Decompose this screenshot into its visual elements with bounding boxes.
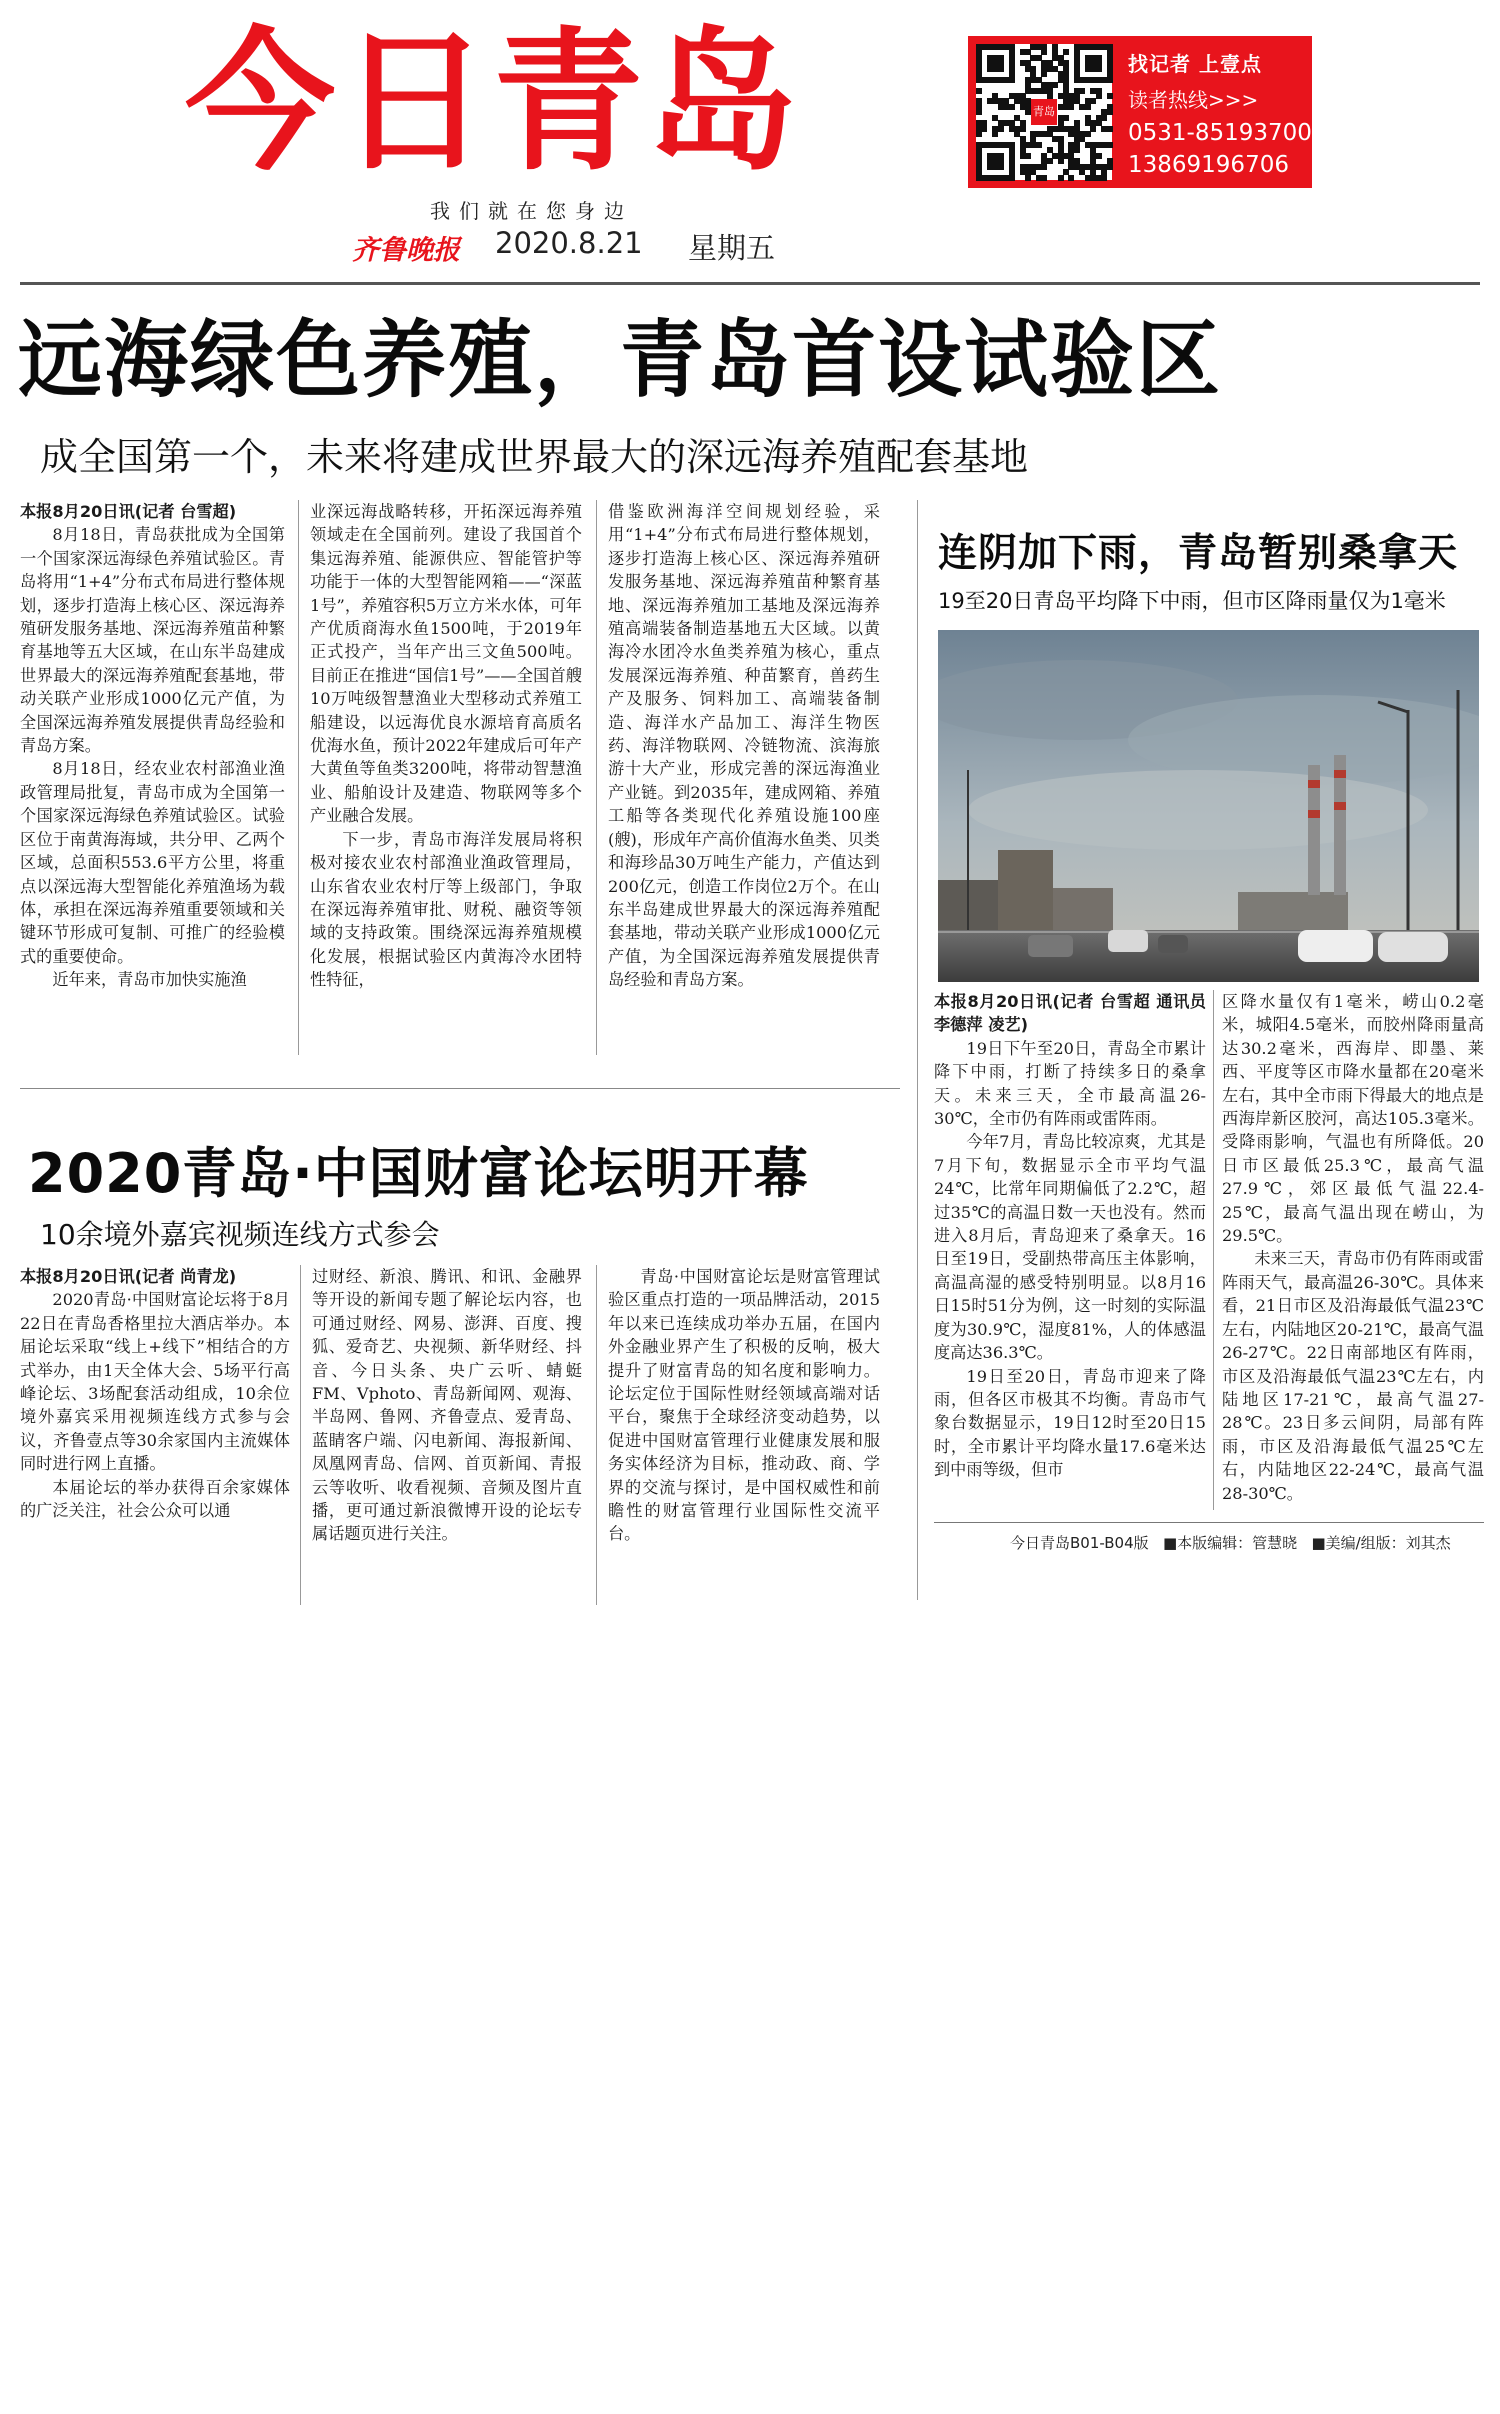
contact-line2: 读者热线>>>	[1128, 88, 1259, 112]
lead-paragraph: 下一步，青岛市海洋发展局将积极对接农业农村部渔业渔政管理局，山东省农业农村厅等上级部门，争取在深远海养殖审批、财税、融资等领域的支持政策。围绕深远海养殖规模化发展，根据试验区内黄海冷水团特性特征，	[310, 829, 582, 990]
footer-editor: ■本版编辑：管慧晓	[1162, 1534, 1298, 1552]
weather-photo	[938, 630, 1479, 982]
weather-column-2	[1222, 990, 1484, 1505]
forum-column-3	[608, 1265, 880, 1546]
lead-column-2	[310, 500, 582, 992]
weather-paragraph: 区降水量仅有1毫米，崂山0.2毫米，城阳4.5毫米，而胶州降雨量高达30.2毫米，西海岸、即墨、莱西、平度等区市降水量都在20毫米左右，其中全市雨下得最大的地点是西海岸新区胶河，高达105.3毫米。受降雨影响，气温也有所降低。20日市区最低25.3℃，最高气温27.9℃，郊区最低气温22.4-25℃，最高气温出现在崂山，为29.5℃。	[1222, 992, 1484, 1246]
weather-byline: 本报8月20日讯(记者 台雪超 通讯员 李德萍 凌艺)	[934, 992, 1206, 1035]
column-divider	[596, 1265, 597, 1605]
weather-headline: 连阴加下雨，青岛暂别桑拿天	[938, 531, 1459, 576]
section-rule	[20, 1088, 900, 1089]
qr-code-icon[interactable]	[976, 44, 1112, 180]
forum-paragraph: 本届论坛的举办获得百余家媒体的广泛关注，社会公众可以通	[20, 1477, 290, 1521]
forum-column-1	[20, 1265, 290, 1522]
masthead-title: 今日青岛	[185, 14, 802, 192]
contact-line1: 找记者 上壹点	[1128, 52, 1262, 76]
weather-paragraph: 今年7月，青岛比较凉爽，尤其是7月下旬，数据显示全市平均气温24℃，比常年同期偏低了2.2℃，超过35℃的高温日数一天也没有。然而进入8月后，青岛迎来了桑拿天。16日至19日，受副热带高压主体影响，高温高湿的感受特别明显。以8月16日15时51分为例，这一时刻的实际温度为30.9℃，湿度81%，人的体感温度高达36.3℃。	[934, 1132, 1206, 1363]
footer-section: 今日青岛B01-B04版	[1010, 1534, 1149, 1552]
forum-column-2	[312, 1265, 582, 1546]
car-icon	[1298, 930, 1373, 962]
weather-subhead: 19至20日青岛平均降下中雨，但市区降雨量仅为1毫米	[938, 589, 1446, 613]
forum-subhead: 10余境外嘉宾视频连线方式参会	[40, 1218, 440, 1251]
qr-logo: 青岛	[1031, 99, 1057, 125]
column-divider	[298, 500, 299, 1055]
forum-byline: 本报8月20日讯(记者 尚青龙)	[20, 1267, 237, 1286]
forum-paragraph: 青岛·中国财富论坛是财富管理试验区重点打造的一项品牌活动，2015年以来已连续成功举办五届，在国内外金融业界产生了积极的反响，极大提升了财富青岛的知名度和影响力。论坛定位于国际性财经领域高端对话平台，聚焦于全球经济变动趋势，以促进中国财富管理行业健康发展和服务实体经济为目标，推动政、商、学界的交流与探讨，是中国权威性和前瞻性的财富管理行业国际性交流平台。	[608, 1267, 880, 1544]
weather-paragraph: 19日下午至20日，青岛全市累计降下中雨，打断了持续多日的桑拿天。未来三天，全市最高温26-30℃，全市仍有阵雨或雷阵雨。	[934, 1038, 1206, 1129]
paper-name: 齐鲁晚报	[352, 235, 460, 266]
issue-date: 2020.8.21	[495, 226, 643, 260]
lead-column-1	[20, 500, 285, 992]
lead-paragraph: 业深远海战略转移，开拓深远海养殖领域走在全国前列。建设了我国首个集远海养殖、能源供应、智能管护等功能于一体的大型智能网箱——“深蓝1号”，养殖容积5万立方米水体，可年产优质商海水鱼1500吨，于2019年正式投产，当年产出三文鱼500吨。目前正在推进“国信1号”——全国首艘10万吨级智慧渔业大型移动式养殖工船建设，以远海优良水源培育高质名优海水鱼，预计2022年建成后可年产大黄鱼等鱼类3200吨，将带动智慧渔业、船舶设计及建造、物联网等多个产业融合发展。	[310, 502, 582, 826]
footer-design: ■美编/组版：刘其杰	[1311, 1534, 1451, 1552]
issue-weekday: 星期五	[688, 231, 776, 265]
lead-paragraph: 近年来，青岛市加快实施渔	[52, 970, 247, 990]
masthead-rule	[20, 282, 1480, 285]
masthead-tagline: 我们就在您身边	[430, 199, 633, 223]
lead-column-3	[608, 500, 880, 992]
forum-headline: 2020青岛·中国财富论坛明开幕	[28, 1142, 809, 1205]
weather-paragraph: 未来三天，青岛市仍有阵雨或雷阵雨天气，最高温26-30℃。具体来看，21日市区及沿海最低气温23℃左右，内陆地区20-21℃，最高气温26-27℃。22日南部地区有阵雨，市区及沿海最低气温23℃左右，内陆地区17-21℃，最高气温27-28℃。23日多云间阴，局部有阵雨，市区及沿海最低气温25℃左右，内陆地区22-24℃，最高气温28-30℃。	[1222, 1249, 1484, 1503]
forum-paragraph: 2020青岛·中国财富论坛将于8月22日在青岛香格里拉大酒店举办。本届论坛采取“线上+线下”相结合的方式举办，由1天全体大会、5场平行高峰论坛、3场配套活动组成，10余位境外嘉宾采用视频连线方式参与会议，齐鲁壹点等30余家国内主流媒体同时进行网上直播。	[20, 1290, 290, 1474]
lead-paragraph: 8月18日，经农业农村部渔业渔政管理局批复，青岛市成为全国第一个国家深远海绿色养殖试验区。试验区位于南黄海海域，共分甲、乙两个区域，总面积553.6平方公里，将重点以深远海大型智能化养殖渔场为载体，承担在深远海养殖重要领域和关键环节形成可复制、可推广的经验模式的重要使命。	[20, 759, 285, 966]
weather-paragraph: 19日至20日，青岛市迎来了降雨，但各区市极其不均衡。青岛市气象台数据显示，19日12时至20日15时，全市累计平均降水量17.6毫米达到中雨等级，但市	[934, 1366, 1206, 1480]
lead-paragraph: 8月18日，青岛获批成为全国第一个国家深远海绿色养殖试验区。青岛将用“1+4”分布式布局进行整体规划，逐步打造海上核心区、深远海养殖研发服务基地、深远海养殖苗种繁育基地等五大区域，在山东半岛建成世界最大的深远海养殖配套基地，带动关联产业形成1000亿元产值，为全国深远海养殖发展提供青岛经验和青岛方案。	[20, 525, 285, 756]
contact-phone1: 0531-85193700	[1128, 120, 1312, 146]
page-footer	[1010, 1532, 1451, 1553]
section-divider	[917, 500, 918, 1600]
footer-rule	[934, 1522, 1484, 1523]
forum-paragraph: 过财经、新浪、腾讯、和讯、金融界等开设的新闻专题了解论坛内容，也可通过财经、网易、澎湃、百度、搜狐、爱奇艺、央视频、新华财经、抖音、今日头条、央广云听、蜻蜓FM、Vphoto、青岛新闻网、观海、半岛网、鲁网、齐鲁壹点、爱青岛、蓝睛客户端、闪电新闻、海报新闻、凤凰网青岛、信网、首页新闻、青报云等收听、收看视频、音频及图片直播，更可通过新浪微博开设的论坛专属话题页进行关注。	[312, 1267, 582, 1544]
lead-paragraph: 借鉴欧洲海洋空间规划经验，采用“1+4”分布式布局进行整体规划，逐步打造海上核心区、深远海养殖研发服务基地、深远海养殖苗种繁育基地、深远海养殖加工基地及深远海养殖高端装备制造基地五大区域。以黄海冷水团冷水鱼类养殖为核心，重点发展深远海养殖、种苗繁育，兽药生产及服务、饲料加工、高端装备制造、海洋水产品加工、海洋生物医药、海洋物联网、冷链物流、滨海旅游十大产业，形成完善的深远海渔业产业链。到2035年，建成网箱、养殖工船等各类现代化养殖设施100座(艘)，形成年产高价值海水鱼类、贝类和海珍品30万吨生产能力，产值达到200亿元，创造工作岗位2万个。在山东半岛建成世界最大的深远海养殖配套基地，带动关联产业形成1000亿元产值，为全国深远海养殖发展提供青岛经验和青岛方案。	[608, 502, 880, 990]
column-divider	[300, 1265, 301, 1605]
column-divider	[1213, 990, 1214, 1510]
lead-subhead: 成全国第一个，未来将建成世界最大的深远海养殖配套基地	[40, 435, 1029, 479]
column-divider	[596, 500, 597, 1055]
lead-headline: 远海绿色养殖，青岛首设试验区	[18, 311, 1223, 409]
weather-column-1	[934, 990, 1206, 1482]
contact-box	[968, 36, 1312, 188]
city-street-photo-icon	[938, 630, 1479, 982]
lead-byline: 本报8月20日讯(记者 台雪超)	[20, 502, 237, 521]
contact-phone2: 13869196706	[1128, 152, 1289, 178]
